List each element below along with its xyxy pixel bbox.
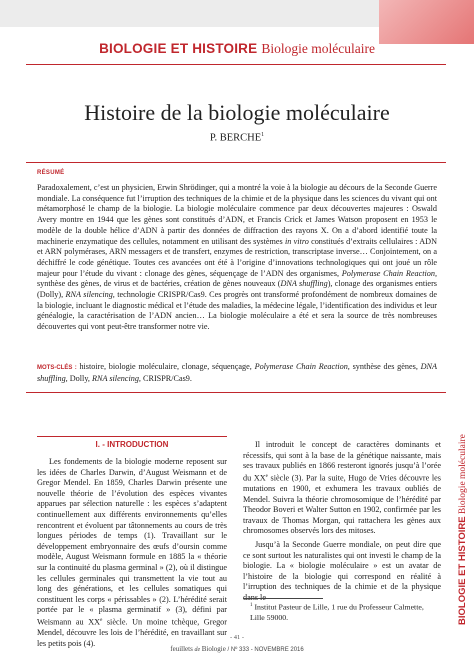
side-subsection: Biologie moléculaire	[458, 434, 468, 515]
abstract-italic: Polymerase Chain Reaction,	[341, 268, 437, 278]
article-author	[0, 132, 474, 144]
abstract-label: RÉSUMÉ	[37, 170, 65, 176]
keywords-italic: DNA shuffling,	[37, 362, 437, 383]
footnote-rule	[243, 598, 323, 599]
page-number: - 41 -	[229, 634, 245, 641]
abstract-text	[37, 183, 437, 333]
issue-info: / Nº 333 - NOVEMBRE 2016	[227, 647, 304, 653]
running-header	[0, 40, 474, 62]
top-banner-accent	[379, 0, 474, 44]
top-banner	[0, 0, 474, 27]
header-subsection: Biologie moléculaire	[261, 41, 375, 56]
body-sup: e	[100, 617, 103, 623]
abstract-italic: RNA silencing,	[65, 290, 115, 300]
abstract-part: technologie CRISPR/Cas9. Ces progrès ont transformé profondément de nombreux domaines de la biologie, incluant le diagnostic médical et l’étude des maladies, la médecine légale, l’identification des individus et leur généalogie, la caractérisation de l’ADN ancien… La biologie moléculaire a été et sera la source de très nombreuses découvertes qui vont peut-être transformer notre vie.	[37, 290, 437, 332]
abstract-italic: in vitro	[285, 236, 309, 246]
brand-part: feuillets	[170, 645, 193, 653]
section-rule	[37, 436, 227, 437]
abstract-rule	[26, 162, 446, 163]
body-sup: e	[265, 473, 268, 479]
keywords-part: synthèse des gènes,	[349, 362, 421, 371]
section-title: I. - INTRODUCTION	[95, 440, 169, 449]
paragraph: Jusqu’à la Seconde Guerre mondiale, on peut dire que ce sont surtout les naturalistes qui ont investi le champ de la biologie. La « biologie moléculaire » est un avatar de l’histoire de la biologie qui correspond en réalité à l’irruption des techniques de la chimie et de la physique	[243, 540, 441, 592]
body-text: Il introduit le concept de caractères dominants et récessifs, qui sont à la base de la génétique naissante, mais ses travaux publiés en 1866 resteront ignorés jusqu’à l’orée du XX	[243, 440, 441, 483]
header-section: BIOLOGIE ET HISTOIRE	[99, 41, 258, 56]
footnote	[250, 601, 440, 623]
body-text: siècle (3). Par la suite, Hugo de Vries découvre les mutations en 1900, et exhumera les travaux oubliés de Mendel. Suivra la théorie chromosomique de l’hérédité par Theodor Boveri et Walter Sutton en 1902, confirmée par les travaux de Thomas Morgan, qui rattachera les gènes aux chromosomes observés lors des mitoses.	[243, 473, 441, 536]
abstract-part: synthèse des gènes, de virus et de bactéries, création de gènes nouveaux (	[37, 279, 281, 289]
body-text: siècle. Un moine tchèque, Gregor Mendel, découvre les lois de l’hérédité, en travaillant sur les petits pois (4).	[37, 617, 227, 648]
article-title: Histoire de la biologie moléculaire	[84, 100, 390, 125]
side-section: BIOLOGIE ET HISTOIRE	[457, 516, 468, 625]
keywords-rule	[26, 392, 446, 393]
keywords-part: histoire, biologie moléculaire, clonage, séquençage,	[76, 362, 255, 371]
paragraph	[243, 440, 441, 537]
body-text: Les fondements de la biologie moderne reposent sur les idées de Charles Darwin, d’August Weismann et de Gregor Mendel. En 1859, Charles Darwin présente une nouvelle théorie de l’évolution des espèces vivantes apparues par sélection naturelle : les espèces s’adaptent continuellement aux différents environnements qu’elles rencontrent et évoluent par tâtonnements au cours de très longues périodes de temps (1). Travaillant sur le développement embryonnaire des œufs d’oursin comme modèle, August Weismann formule en 1885 la « théorie sur la continuité du plasma germinal » (2), où il distingue les cellules germinales qui transmettent la vie tout au long des générations, et les cellules somatiques qui constituent les corps « périssables » (2). L’hérédité serait portée par le « plasma germinatif » (3), défini par Weismann au XX	[37, 457, 227, 627]
brand-part: Biologie	[201, 645, 226, 653]
author-sup: 1	[261, 132, 265, 138]
journal-footer	[0, 645, 474, 653]
vertical-section-label	[457, 355, 471, 625]
column-left	[37, 457, 227, 649]
keywords	[37, 362, 437, 384]
column-right	[243, 440, 441, 607]
abstract-italic: DNA shuffling	[280, 279, 328, 289]
keywords-part: Dolly,	[67, 373, 92, 383]
author-name: P. BERCHE	[209, 132, 262, 144]
abstract-part: Paradoxalement, c’est un physicien, Erwin Shrödinger, qui a montré la voie à la biologie au décours de la Seconde Guerre mondiale. La conséquence fut l’irruption des techniques de la chimie et de la physique dans les sciences du vivant qui ont métamorphosé le champ de la biologie. La biologie moléculaire commence par deux découvertes majeures : Oswald Avery montre en 1944 que les gènes sont constitués d’ADN, et Francis Crick et James Watson proposent en 1953 le modèle de la double hélice d’ADN à partir des données de diffraction des rayons X. On a d’abord identifié toute la machinerie enzymatique des cellules, notamment en utilisant des systèmes	[37, 183, 437, 246]
footnote-text: Institut Pasteur de Lille, 1 rue du Professeur Calmette, Lille 59000.	[250, 602, 424, 622]
footnote-sup: 1	[250, 603, 253, 608]
brand-part: de	[194, 647, 201, 653]
keywords-label: MOTS-CLÉS :	[37, 365, 77, 371]
keywords-italic: Polymerase Chain Reaction,	[254, 362, 350, 371]
keywords-part: CRISPR/Cas9.	[140, 373, 192, 383]
header-rule	[26, 64, 446, 65]
abstract-part: constitués d’extraits cellulaires : ADN et ARN polymérases, ARN messagers et de transfert, enzymes de restriction, transcriptase inverse… Conjointement, on a déchiffré le code génétique. Toutes ces avancées ont été à l’origine d’innovations technologiques qui ont joué un rôle majeur pour l’étude du vivant : clonage des gènes, séquençage de l’ADN des organismes,	[37, 236, 437, 278]
keywords-italic: RNA silencing,	[91, 373, 141, 383]
abstract-part: ), clonage des organismes entiers (Dolly),	[37, 279, 437, 300]
